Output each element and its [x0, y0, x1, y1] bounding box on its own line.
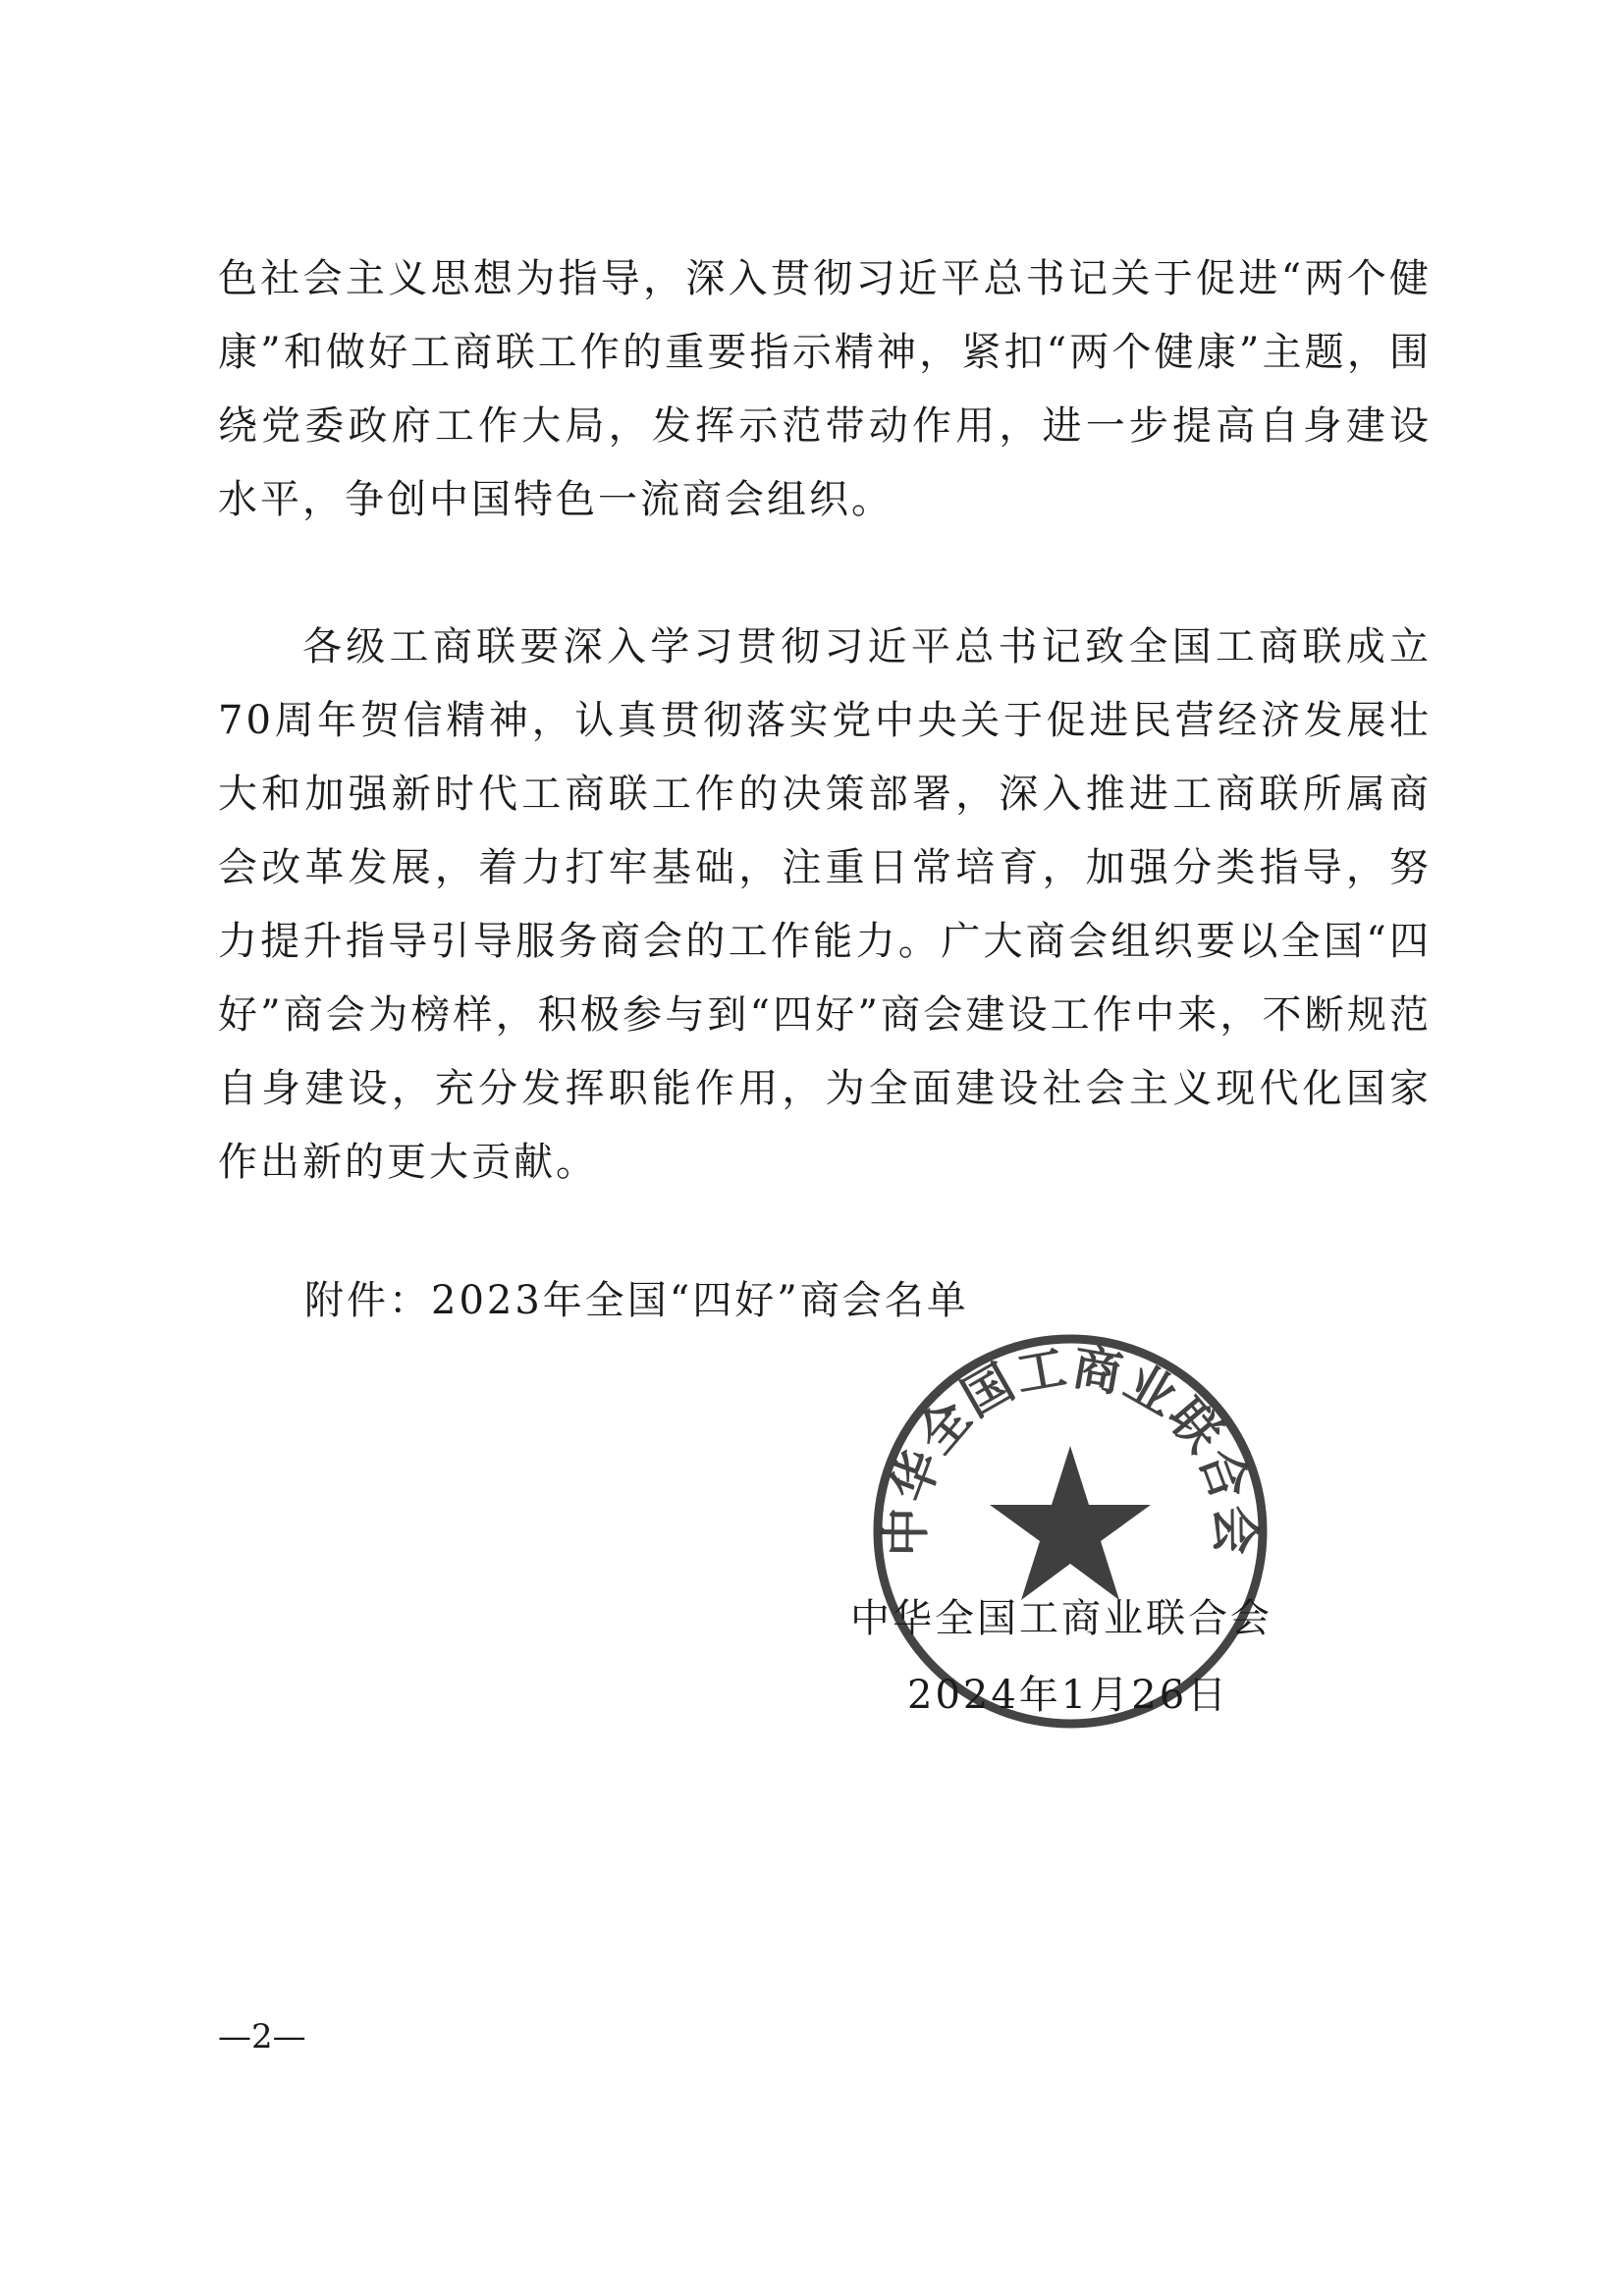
issue-date: 2024年1月26日	[907, 1673, 1230, 1718]
page-number: —2—	[218, 2017, 306, 2056]
body-paragraph-1: 色社会主义思想为指导，深入贯彻习近平总书记关于促进“两个健康”和做好工商联工作的重要指示精神，紧扣“两个健康”主题，围绕党委政府工作大局，发挥示范带动作用，进一步提高自身建设水平，争创中国特色一流商会组织。	[218, 256, 1432, 522]
signer-name: 中华全国工商业联合会	[850, 1596, 1272, 1641]
body-paragraph-2: 各级工商联要深入学习贯彻习近平总书记致全国工商联成立70周年贺信精神，认真贯彻落实党中央关于促进民营经济发展壮大和加强新时代工商联工作的决策部署，深入推进工商联所属商会改革发展，着力打牢基础，注重日常培育，加强分类指导，努力提升指导引导服务商会的工作能力。广大商会组织要以全国“四好”商会为榜样，积极参与到“四好”商会建设工作中来，不断规范自身建设，充分发挥职能作用，为全面建设社会主义现代化国家作出新的更大贡献。	[218, 624, 1432, 1185]
svg-text:中华全国工商业联合会: 中华全国工商业联合会	[877, 1338, 1264, 1557]
attachment-line: 附件：2023年全国“四好”商会名单	[304, 1278, 969, 1323]
star-icon	[990, 1446, 1151, 1600]
